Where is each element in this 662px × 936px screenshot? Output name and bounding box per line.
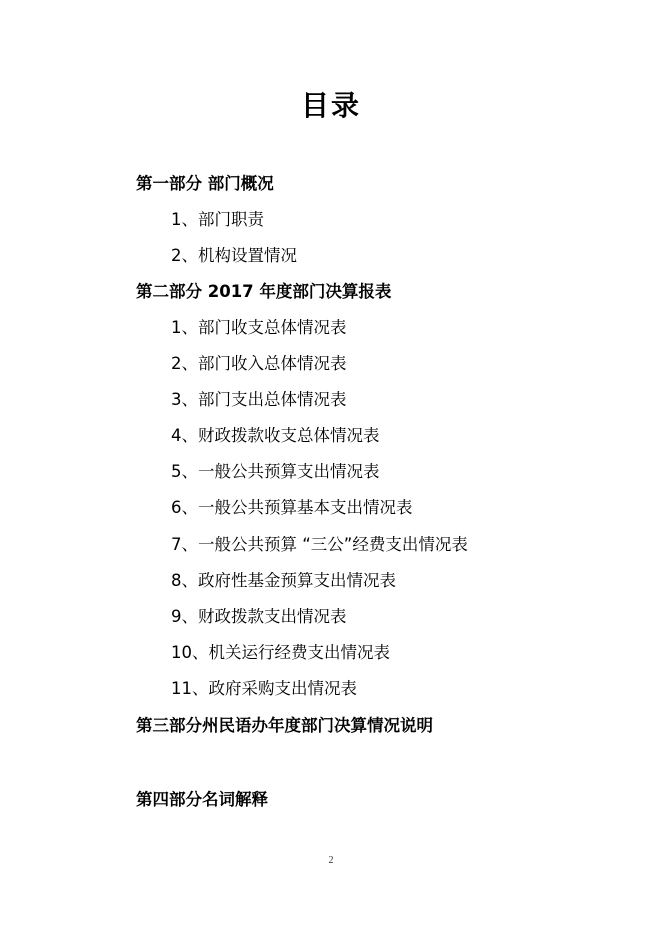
page-number: 2 [328, 855, 334, 866]
toc-part-1-heading: 第一部分 部门概况 [136, 174, 274, 193]
toc-item: 7、一般公共预算 “三公”经费支出情况表 [171, 535, 468, 554]
page-title: 目录 [300, 89, 361, 122]
toc-item: 3、部门支出总体情况表 [171, 390, 347, 409]
toc-item: 4、财政拨款收支总体情况表 [171, 426, 380, 445]
toc-part-3-heading: 第三部分州民语办年度部门决算情况说明 [136, 716, 433, 735]
toc-part-2-heading: 第二部分 2017 年度部门决算报表 [136, 282, 392, 301]
toc-item: 2、机构设置情况 [171, 246, 297, 265]
toc-item: 5、一般公共预算支出情况表 [171, 462, 380, 481]
toc-item: 8、政府性基金预算支出情况表 [171, 571, 396, 590]
toc-item: 2、部门收入总体情况表 [171, 354, 347, 373]
toc-item: 11、政府采购支出情况表 [171, 679, 357, 698]
toc-item: 1、部门职责 [171, 210, 264, 229]
toc-part-4-heading: 第四部分名词解释 [136, 790, 268, 809]
toc-item: 6、一般公共预算基本支出情况表 [171, 498, 413, 517]
toc-item: 1、部门收支总体情况表 [171, 318, 347, 337]
toc-item: 9、财政拨款支出情况表 [171, 607, 347, 626]
toc-item: 10、机关运行经费支出情况表 [171, 643, 390, 662]
